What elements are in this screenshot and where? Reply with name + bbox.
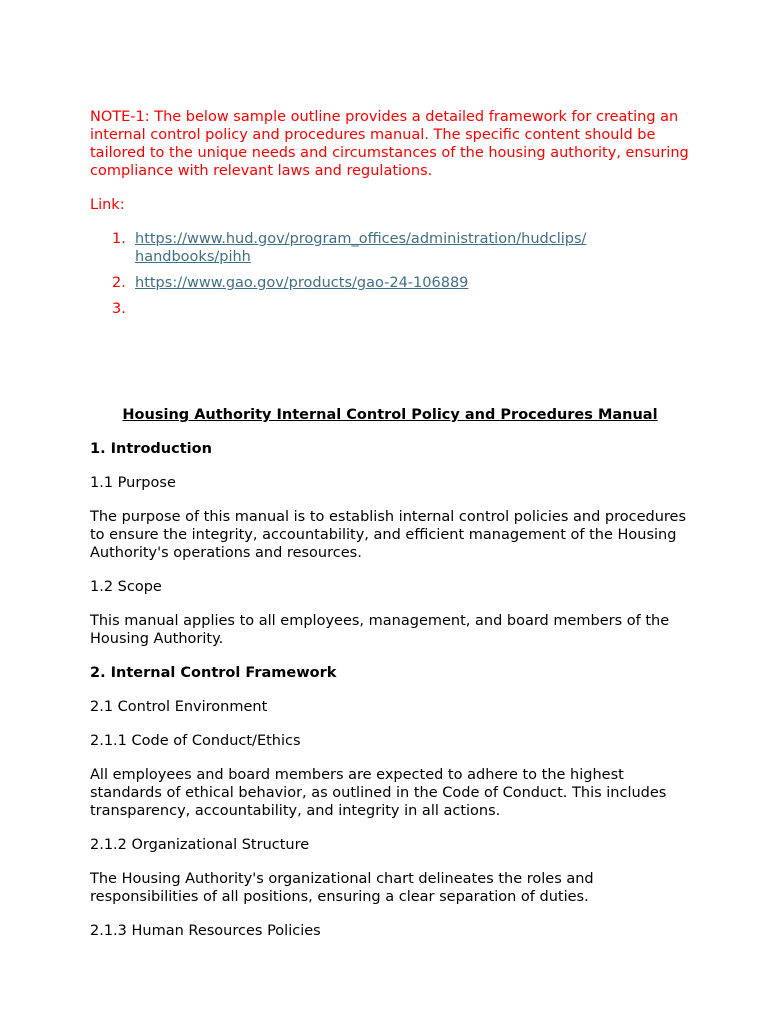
link-label: Link: [90,197,125,213]
document-title: Housing Authority Internal Control Policy and Procedures Manual [122,407,658,423]
organizational-structure-paragraph: The Housing Authority's organizational chart delineates the roles and responsibilities of all positions, ensuring a clear separation of duties. [90,871,594,905]
list-item [90,230,690,266]
list-number: 2. [112,275,126,291]
subsection-heading-organizational-structure: 2.1.2 Organizational Structure [90,837,310,853]
note-text: NOTE-1: The below sample outline provides a detailed framework for creating an internal control policy and procedures manual. The specific content should be tailored to the unique needs and circumstances of the housing authority, ensuring compliance with relevant laws and regulations. [90,109,689,179]
subsection-heading-control-environment: 2.1 Control Environment [90,699,268,715]
list-item [90,274,690,292]
code-of-conduct-paragraph: All employees and board members are expected to adhere to the highest standards of ethical behavior, as outlined in the Code of Conduct. This includes transparency, accountability, and integrity in all actions. [90,767,667,819]
gao-report-link[interactable]: https://www.gao.gov/products/gao-24-106889 [135,275,469,291]
link-list [90,230,690,318]
list-item [90,300,690,318]
section-heading-introduction: 1. Introduction [90,441,212,457]
list-number: 1. [112,231,126,247]
section-heading-internal-control-framework: 2. Internal Control Framework [90,665,337,681]
list-number: 3. [112,301,126,317]
purpose-paragraph: The purpose of this manual is to establish internal control policies and procedures to ensure the integrity, accountability, and efficient management of the Housing Authority's operations and resources. [90,509,687,561]
hud-handbook-link[interactable]: https://www.hud.gov/program_offices/administration/hudclips/ handbooks/pihh [135,231,587,265]
scope-paragraph: This manual applies to all employees, management, and board members of the Housing Authority. [90,613,670,647]
subsection-heading-scope: 1.2 Scope [90,579,162,595]
document-page [90,108,690,940]
subsection-heading-code-of-conduct: 2.1.1 Code of Conduct/Ethics [90,733,301,749]
subsection-heading-purpose: 1.1 Purpose [90,475,176,491]
subsection-heading-human-resources-policies: 2.1.3 Human Resources Policies [90,923,321,939]
